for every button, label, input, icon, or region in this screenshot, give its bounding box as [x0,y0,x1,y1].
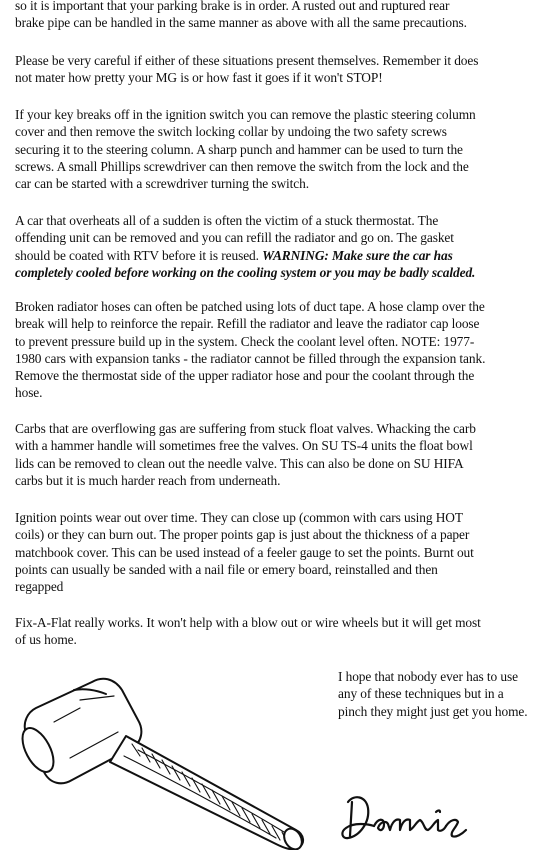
paragraph-caution [15,52,555,87]
text-line: with a hammer handle will sometimes free the valves. On SU TS-4 units the float bowl [15,438,473,454]
text-line: any of these techniques but in a [338,686,504,702]
text-line: Fix-A-Flat really works. It won't help with a blow out or wire wheels but it will get most [15,615,481,630]
paragraph-overheating [15,212,555,281]
handwritten-signature [340,788,470,844]
paragraph-ignition-points [15,509,555,595]
text-line: of us home. [15,632,77,648]
paragraph-carbs [15,420,555,489]
text-line: Please be very careful if either of these situations present themselves. Remember it does [15,53,479,68]
text-line: brake pipe can be handled in the same manner as above with all the same precautions. [15,15,467,31]
text-line: A car that overheats all of a sudden is often the victim of a stuck thermostat. The [15,213,439,228]
closing-note [338,668,556,720]
text-line: pinch they might just get you home. [338,703,528,719]
warning-text: WARNING: Make sure the car has [262,247,453,263]
text-line: securing it to the steering column. A sharp punch and hammer can be used to turn the [15,141,463,157]
text-line: hose. [15,385,43,401]
paragraph-parking-brake [15,0,555,32]
text-line: so it is important that your parking brake is in order. A rusted out and ruptured rear [15,0,450,13]
text-line: points can usually be sanded with a nail file or emery board, reinstalled and then [15,561,438,577]
text-line: matchbook cover. This can be used instead of a feeler gauge to set the points. Burnt out [15,544,474,560]
text-line: screws. A small Phillips screwdriver can then remove the switch from the lock and the [15,158,469,174]
text-line: regapped [15,579,64,595]
text-line: carbs but it is much harder reach from underneath. [15,472,281,488]
paragraph-fix-a-flat [15,614,555,649]
text-line: offending unit can be removed and you can refill the radiator and go on. The gasket [15,230,454,246]
paragraph-ignition-key [15,106,555,192]
text-line [15,247,555,264]
hammer-illustration [14,660,314,850]
text-line: Ignition points wear out over time. They can close up (common with cars using HOT [15,510,463,525]
text-line: Remove the thermostat side of the upper radiator hose and pour the coolant through the [15,368,475,384]
text-line: 1980 cars with expansion tanks - the radiator cannot be filled through the expansion tank. [15,350,486,366]
text-line: break will help to reinforce the repair. Refill the radiator and leave the radiator cap loose [15,316,480,332]
text-line: I hope that nobody ever has to use [338,669,518,684]
text-segment: should be coated with RTV before it is reused. [15,247,259,263]
text-line: If your key breaks off in the ignition switch you can remove the plastic steering column [15,107,476,122]
text-line: not mater how pretty your MG is or how fast it goes if it won't STOP! [15,70,383,86]
text-line: lids can be removed to clean out the needle valve. This can also be done on SU HIFA [15,455,464,471]
text-line: to prevent pressure build up in the system. Check the coolant level often. NOTE: 1977- [15,333,475,349]
text-line: Broken radiator hoses can often be patched using lots of duct tape. A hose clamp over the [15,299,485,314]
text-line: cover and then remove the switch locking collar by undoing the two safety screws [15,124,447,140]
warning-text: completely cooled before working on the cooling system or you may be badly scalded. [15,264,476,280]
text-line: coils) or they can burn out. The proper points gap is just about the thickness of a paper [15,527,470,543]
text-line: Carbs that are overflowing gas are suffering from stuck float valves. Whacking the carb [15,421,476,436]
paragraph-radiator-hoses [15,298,555,402]
text-line: car can be started with a screwdriver turning the switch. [15,176,309,192]
